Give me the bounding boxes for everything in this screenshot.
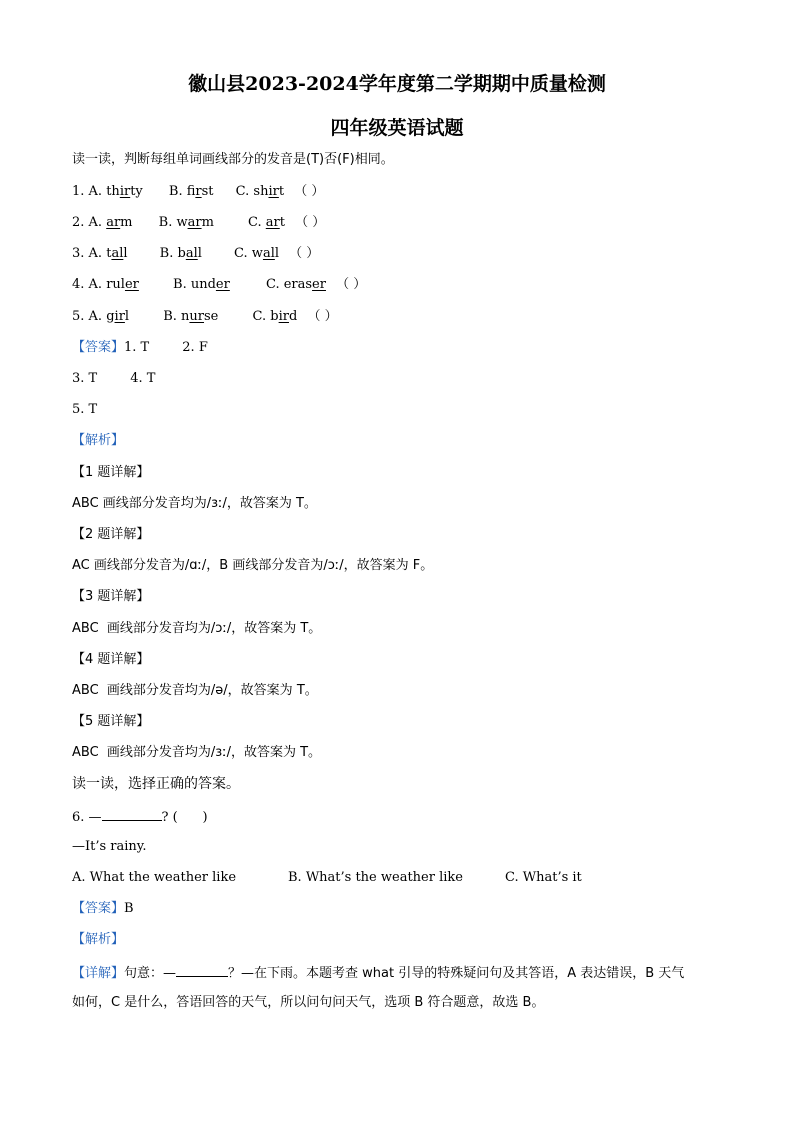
word-part: l <box>197 246 202 261</box>
page-subtitle: 四年级英语试题 <box>330 117 464 139</box>
word-part: t <box>278 184 285 199</box>
answer-tag: 【答案】 <box>72 340 125 355</box>
word-part: t <box>279 215 285 230</box>
answer-tag: 【答案】 <box>72 901 125 916</box>
question-number: 5. A. <box>72 309 107 324</box>
answer-value: B <box>124 901 134 916</box>
option-c: C. w <box>234 246 263 261</box>
detail-line <box>72 963 684 983</box>
word-part: m <box>201 215 214 230</box>
option-b: B. f <box>168 184 196 199</box>
question-3 <box>72 245 319 263</box>
detail-text: 句意：— <box>124 966 177 981</box>
underlined-part: er <box>124 277 139 292</box>
answer-blank <box>176 963 228 977</box>
answer-paren: （ ） <box>289 246 320 261</box>
word-part: g <box>106 309 115 324</box>
answer-paren: （ ） <box>294 184 325 199</box>
underlined-part: al <box>262 246 275 261</box>
question-4 <box>72 276 366 294</box>
detail-text: AC 画线部分发音为/ɑː/，B 画线部分发音为/ɔː/，故答案为 F。 <box>72 558 434 573</box>
detail-tag: 【4 题详解】 <box>72 652 150 667</box>
underlined-part: ir <box>119 184 131 199</box>
option-c: C. What’s it <box>505 870 582 885</box>
detail-text: ABC 画线部分发音均为/ɜː/，故答案为 T。 <box>72 745 322 760</box>
page-title: 徽山县2023-2024学年度第二学期期中质量检测 <box>188 73 606 95</box>
word-part: l <box>274 246 280 261</box>
underlined-part: ar <box>106 215 121 230</box>
option-c: C. eras <box>265 277 313 292</box>
word-part: m <box>120 215 133 230</box>
detail-text: 如何，C 是什么，答语回答的天气，所以问句问天气，选项 B 符合题意，故选 B。 <box>72 995 545 1010</box>
detail-text: ABC 画线部分发音均为/ɜː/，故答案为 T。 <box>72 496 317 511</box>
underlined-part: al <box>185 246 198 261</box>
word-part: se <box>204 309 219 324</box>
word-part: l <box>124 309 130 324</box>
underlined-part: ar <box>265 215 280 230</box>
word-part: rul <box>106 277 125 292</box>
answer-line: 3. T 4. T <box>72 371 156 386</box>
question-5 <box>72 308 338 326</box>
word-part: t <box>106 246 112 261</box>
question-2 <box>72 214 325 232</box>
answer-blank <box>102 807 162 821</box>
underlined-part: er <box>312 277 326 292</box>
word-part: th <box>106 184 120 199</box>
option-b: B. b <box>159 246 186 261</box>
detail-text: ABC 画线部分发音均为/ə/，故答案为 T。 <box>72 683 318 698</box>
detail-tag: 【3 题详解】 <box>72 589 150 604</box>
answer-paren: （ ） <box>307 309 338 324</box>
option-b: B. w <box>158 215 188 230</box>
underlined-part: ir <box>268 184 279 199</box>
question-tail: ? ( ) <box>161 810 208 825</box>
detail-tag: 【2 题详解】 <box>72 527 150 542</box>
answer-block-2 <box>72 900 134 918</box>
question-number: 2. A. <box>72 215 107 230</box>
detail-text: ABC 画线部分发音均为/ɔː/，故答案为 T。 <box>72 621 322 636</box>
underlined-part: ar <box>187 215 202 230</box>
analysis-tag: 【解析】 <box>72 433 125 448</box>
section1-instruction: 读一读，判断每组单词画线部分的发音是(T)否(F)相同。 <box>72 152 394 167</box>
detail-tag: 【5 题详解】 <box>72 714 150 729</box>
option-b: B. What’s the weather like <box>288 870 463 885</box>
underlined-part: ir <box>278 309 289 324</box>
question-number: 6. — <box>72 810 102 825</box>
analysis-tag: 【解析】 <box>72 932 125 947</box>
answer-paren: （ ） <box>295 215 326 230</box>
underlined-part: er <box>215 277 230 292</box>
answer-line: 5. T <box>72 402 98 417</box>
word-part: st <box>201 184 214 199</box>
question-1 <box>72 183 324 201</box>
word-part: ty <box>130 184 143 199</box>
question-6-reply: —It’s rainy. <box>72 839 147 854</box>
underlined-part: al <box>111 246 124 261</box>
section2-instruction: 读一读，选择正确的答案。 <box>72 776 240 792</box>
word-part: d <box>288 309 298 324</box>
underlined-part: ir <box>114 309 125 324</box>
answer-line: 1. T 2. F <box>124 340 208 355</box>
question-6 <box>72 807 208 827</box>
word-part: l <box>123 246 128 261</box>
option-b: B. und <box>173 277 216 292</box>
detail-tag: 【1 题详解】 <box>72 465 150 480</box>
question-number: 4. A. <box>72 277 107 292</box>
answer-block-1 <box>72 339 208 357</box>
question-number: 1. A. <box>72 184 107 199</box>
option-c: C. <box>248 215 266 230</box>
answer-paren: （ ） <box>336 277 367 292</box>
option-c: C. sh <box>235 184 269 199</box>
option-a: A. What the weather like <box>72 870 237 885</box>
option-c: C. b <box>252 309 279 324</box>
detail-tag: 【详解】 <box>72 966 125 981</box>
question-number: 3. A. <box>72 246 107 261</box>
underlined-part: ir <box>195 184 202 199</box>
underlined-part: ur <box>189 309 205 324</box>
option-b: B. n <box>163 309 190 324</box>
detail-text: ？—在下雨。本题考查 what 引导的特殊疑问句及其答语，A 表达错误，B 天气 <box>228 966 685 981</box>
